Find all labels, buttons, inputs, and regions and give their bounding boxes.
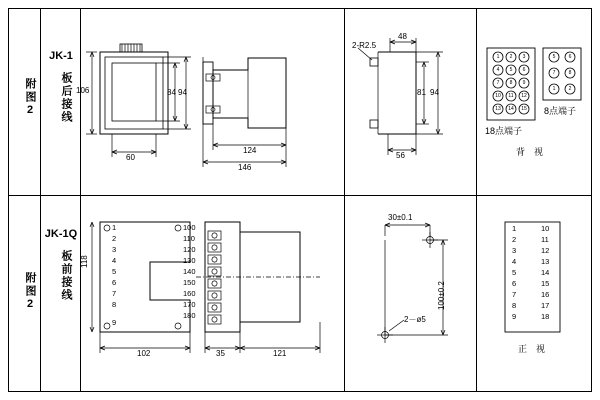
panel-right-7: 16 [541,290,550,299]
terminal-18-caption: 18点端子 [485,126,523,136]
dim-30: 30±0.1 [388,213,413,222]
svg-text:1: 1 [496,54,500,60]
dim-118: 118 [80,255,89,268]
v1-right-2: 110 [183,234,195,243]
panel-left-3: 3 [512,246,517,255]
v1-left-1: 1 [112,223,117,232]
svg-text:8: 8 [509,80,513,86]
svg-text:6: 6 [568,54,572,60]
panel-left-9: 9 [512,312,517,321]
v1-right-9: 180 [183,311,196,320]
svg-text:12: 12 [521,93,527,99]
dim-121: 121 [273,349,287,358]
svg-text:2: 2 [509,54,513,60]
v1-left-6: 6 [112,278,117,287]
v1-right-6: 150 [183,278,196,287]
v1-right-4: 130 [183,256,196,265]
dim-35: 35 [216,349,225,358]
v1-left-9: 9 [112,318,117,327]
dim-106: 106 [76,86,90,95]
row1-view-caption: 背 视 [516,147,544,157]
dim-102: 102 [137,349,151,358]
row1-side-label: 附图2 [24,78,36,118]
panel-right-9: 18 [541,312,550,321]
v1-right-7: 160 [183,289,196,298]
panel-right-1: 10 [541,224,550,233]
svg-text:10: 10 [495,93,501,99]
panel-left-6: 6 [512,279,517,288]
v1-left-8: 8 [112,300,117,309]
dim-124: 124 [243,146,257,155]
dim-100: 100±0.2 [437,281,446,310]
panel-left-2: 2 [512,235,517,244]
panel-left-1: 1 [512,224,517,233]
row2-subtitle: 板前接线 [60,250,72,302]
svg-text:14: 14 [508,106,514,112]
svg-text:13: 13 [495,106,501,112]
dim-2-R2.5: 2-R2.5 [352,41,377,50]
svg-text:3: 3 [522,54,526,60]
panel-left-5: 5 [512,268,517,277]
row2-title: JK-1Q [44,228,78,240]
panel-right-2: 11 [541,235,549,244]
dim-146: 146 [238,163,252,172]
svg-text:8: 8 [568,70,572,76]
svg-text:9: 9 [522,80,526,86]
v1-left-3: 3 [112,245,117,254]
v1-right-8: 170 [183,300,196,309]
dim-94: 94 [178,88,187,97]
dim-81: 81 [417,88,426,97]
v1-left-2: 2 [112,234,117,243]
svg-text:4: 4 [496,67,500,73]
panel-right-8: 17 [541,301,550,310]
svg-text:2: 2 [568,86,572,92]
v1-right-1: 100 [183,223,196,232]
svg-text:15: 15 [521,106,527,112]
svg-text:1: 1 [552,86,556,92]
panel-left-7: 7 [512,290,517,299]
panel-right-5: 14 [541,268,550,277]
panel-right-3: 12 [541,246,550,255]
dim-56: 56 [396,151,405,160]
dim-60: 60 [126,153,135,162]
terminal-8-caption: 8点端子 [544,106,577,116]
row1-subtitle: 板后接线 [60,72,72,124]
v1-right-3: 120 [183,245,196,254]
dim-94b: 94 [430,88,439,97]
svg-text:7: 7 [496,80,500,86]
row2-view-caption: 正 视 [518,344,546,354]
v1-left-5: 5 [112,267,117,276]
dim-84: 84 [167,88,176,97]
svg-text:7: 7 [552,70,556,76]
dim-48: 48 [398,32,407,41]
svg-text:5: 5 [509,67,513,73]
svg-text:5: 5 [552,54,556,60]
panel-right-4: 13 [541,257,550,266]
v1-left-4: 4 [112,256,117,265]
row2-side-label: 附图2 [24,272,36,312]
v1-left-7: 7 [112,289,117,298]
panel-left-4: 4 [512,257,517,266]
svg-text:11: 11 [508,93,514,99]
panel-left-8: 8 [512,301,517,310]
dim-2-d5: 2－ø5 [404,315,426,324]
v1-right-5: 140 [183,267,196,276]
panel-right-6: 15 [541,279,550,288]
svg-text:6: 6 [522,67,526,73]
row1-title: JK-1 [49,50,73,62]
